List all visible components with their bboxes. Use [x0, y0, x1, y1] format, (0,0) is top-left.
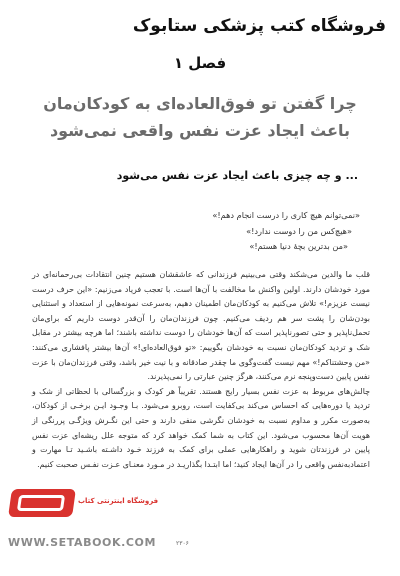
logo-mark-icon	[8, 489, 76, 517]
quote-1: «نمی‌توانم هیچ کاری را درست انجام دهم!»	[212, 210, 360, 220]
quote-2: «هیچ‌کس من را دوست ندارد!»	[246, 225, 352, 236]
paragraph-2: چالش‌های مربوط به عزت نفس بسیار رایج هستند. تقریباً هر کودک و بزرگسالی با لحظاتی از شک و تردید یا دوره‌هایی که احساس می‌کند بی‌کفایت است، روبرو می‌شود. بـا وجـود ایـن برخـی از کودکان، به‌صورت مکرر و مداوم نسبت به خودشان نگرشی منفی دارند و حتی این نگـرش ویژگـی پررنگی از هویت آن‌ها محسوب می‌شود. این کتاب به شما کمک خواهد کرد که متوجه علل ریشه‌ای عزت نفس پایین در فرزندتان شوید و راهکارهایی عملی برای کمک به فرزند خـود داشـته باشـید تـا مهارت و اعتمادبه‌نفس واقعی را در آن‌ها ایجاد کنید؛ اما ابتـدا بگذاریـد در مـورد معنـای عـزت نفـس صحبت کنیم.	[32, 386, 370, 469]
paragraph-1: قلب ما والدین می‌شکند وقتی می‌بینیم فرزندانی که عاشقشان هستیم چنین انتقادات بی‌رحمانه‌ای در مورد خودشان دارند. اولین واکنش ما مخالفت با آن‌ها است. با تعجب فریاد می‌زنیم: «این حرف درست نیست عزیزم!» تلاش می‌کنیم به کودکان‌مان اطمینان دهیم، به‌سرعت نمونه‌هایی از استعداد و استثنایی بودن‌شان را پشت سر هم ردیف می‌کنیم. چون فرزندان‌مان را آن‌قدر دوست داریم که برای‌مان تحمل‌ناپذیر و حتی تصورناپذیر است که آن‌ها خودشان را دوست نداشته باشند؛ اما هرچه بیشتر در مقابل شک و تردید کودکان‌مان نسبت به خودشان بگوییم: «تو فوق‌العاده‌ای!» آن‌ها بیشتر پافشاری می‌کنند: «من وحشتناکم!» مهم نیست گفت‌وگوی ما چقدر صادقانه و با نیت خیر باشد، وقتی فرزندان‌مان با عزت نفس پایین دست‌وپنجه نرم می‌کنند، هرگز چنین عبارتی را نمی‌پذیرند.	[32, 270, 370, 382]
subheading: ... و چه چیزی باعث ایجاد عزت نفس می‌شود	[116, 169, 358, 182]
chapter-headline	[30, 90, 370, 144]
chapter-title: فصل ۱	[173, 54, 227, 72]
store-title: فروشگاه کتب پزشکی ستابوک	[132, 16, 386, 36]
quote-3: «من بدترین بچۀ دنیا هستم!»	[249, 241, 348, 251]
quote-list	[100, 208, 360, 255]
headline-line-2: باعث ایجاد عزت نفس واقعی نمی‌شود	[49, 121, 351, 140]
body-text	[32, 268, 370, 472]
page-number: ۲۳۰۶	[176, 540, 189, 547]
website-url: WWW.SETABOOK.COM	[8, 536, 157, 549]
logo-tagline: فروشگاه اینترنتی کتاب	[78, 497, 159, 505]
headline-line-1: چرا گفتن تو فوق‌العاده‌ای به کودکان‌مان	[43, 94, 357, 113]
